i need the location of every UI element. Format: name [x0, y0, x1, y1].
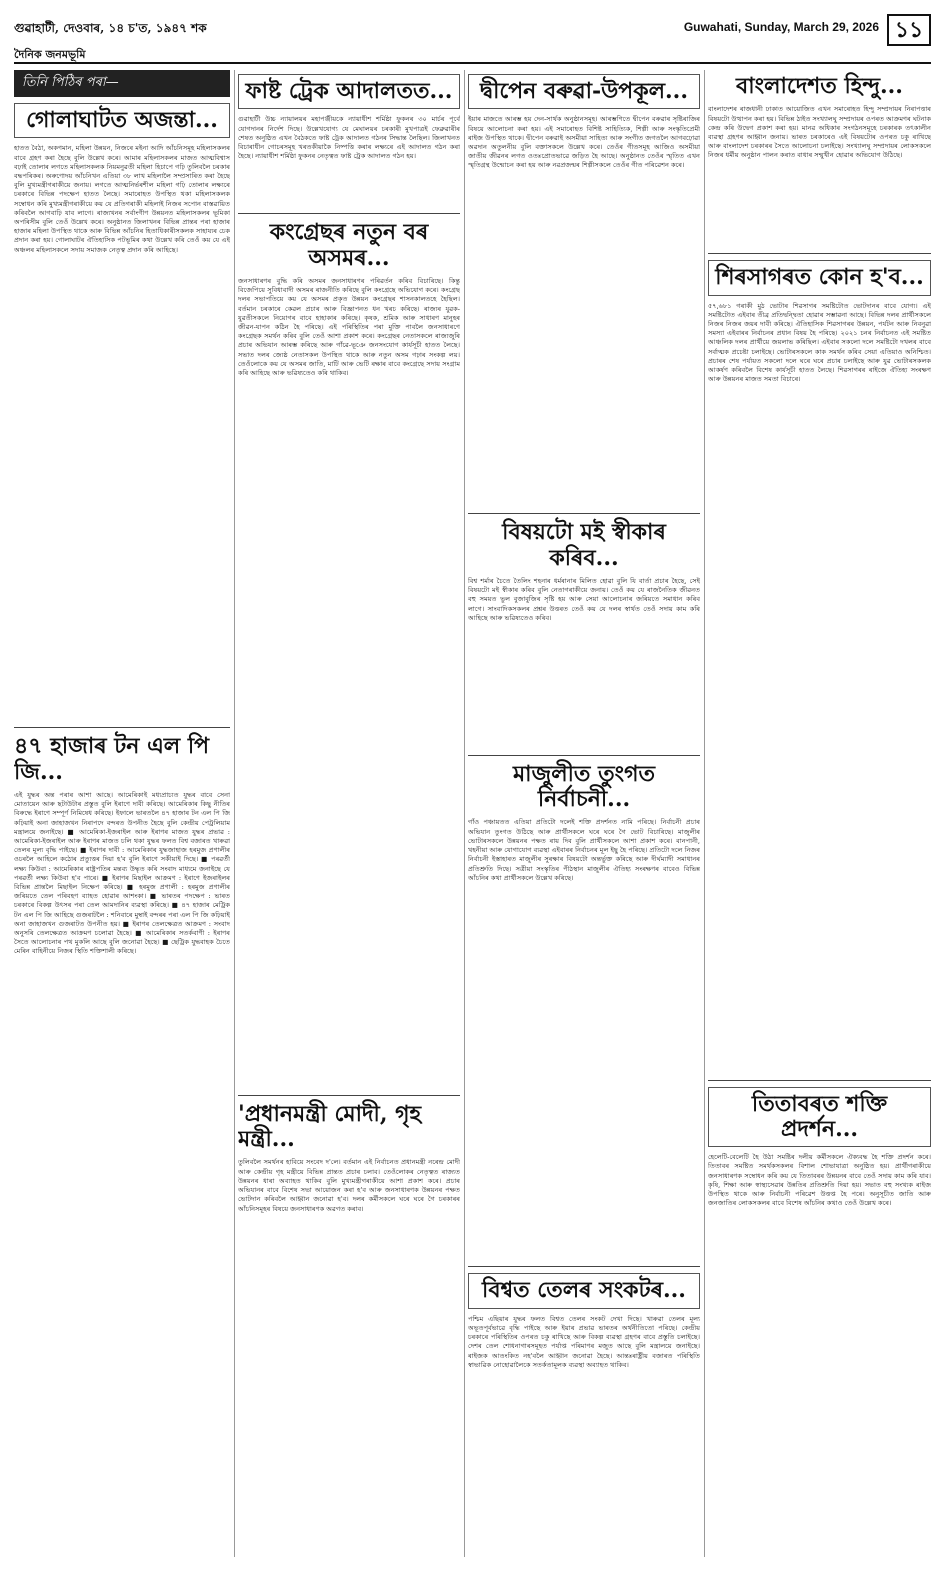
column-3	[468, 70, 700, 1557]
headline: ফাষ্ট ট্ৰেক আদালতত...	[238, 74, 460, 109]
headline: বাংলাদেশত হিন্দু...	[736, 73, 903, 99]
date-local: গুৱাহাটী, দেওবাৰ, ১৪ চ'ত, ১৯৪৭ শক	[14, 21, 207, 35]
article-lpg	[14, 734, 230, 1551]
separator	[238, 213, 460, 214]
article-body: এই যুদ্ধৰ অন্ত পৰাৰ আশা আছে। আমেৰিকাই মধ্যপ্ৰাচ্যত যুদ্ধৰ বাবে সেনা মোতায়েন আৰু ছটাউটাৰ প্ৰস্তুত বুলি ইৰাণে দাবী কৰিছে। আমেৰিকাৰ কিছু নীতিৰ বিৰুদ্ধে ইৰাণে সম্পূৰ্ণ নিমিষেধ কৰিছে। ইফালে ভাৰতলৈ ৪৭ হাজাৰ টন এল পি জি কঢ়িয়াই অনা জাহাজখন নিৰাপদে বন্দৰত উপনীত হৈছে বুলি কেন্দ্ৰীয় পেট্ৰলিয়াম মন্ত্ৰালয়ে জনাইছে। ■ আমেৰিকা-ইজৰাইল আৰু ইৰাণৰ মাজত যুদ্ধৰ প্ৰভাৱ : আমেৰিকা-ইজৰাইল আৰু ইৰাণৰ মাজত চলি থকা যুদ্ধৰ ফলত বিশ্ব বজাৰত খাৰুৱা তেলৰ মূল্য বৃদ্ধি পাইছে। ■ ইৰাণৰ দাবী : আমেৰিকাৰ যুদ্ধজাহাজ হৰমুজ প্ৰণালীৰ ওচৰলৈ আহিলে কঠোৰ প্ৰত্যুত্তৰ দিয়া হ'ব বুলি ইৰাণে সকীয়াই দিছে। ■ পৰৱৰ্তী লক্ষ্য কিউবা : আমেৰিকাৰ ৰাষ্ট্ৰপতিৰ মন্তব্য উদ্ধৃত কৰি সংবাদ মাধ্যমে জনাইছে যে পৰৱৰ্তী লক্ষ্য কিউবা হ'ব পাৰে। ■ ইৰাণৰ মিছাইল আক্ৰমণ : ইৰাণে ইজৰাইলৰ বিভিন্ন প্ৰান্তলৈ মিছাইল নিক্ষেপ কৰিছে। ■ হৰমুজ প্ৰণালী : হৰমুজ প্ৰণালীৰ জৰিয়তে তেল পৰিবহণ ব্যাহত হোৱাৰ আশংকা। ■ ভাৰতৰ পদক্ষেপ : ভাৰত চৰকাৰে বিকল্প উৎসৰ পৰা তেল আমদানিৰ ব্যৱস্থা কৰিছে। ■ ৪৭ হাজাৰ মেট্ৰিক টন এল পি জি আহিছে গুজৰাটলৈ : শনিবাৰে মুম্বাই বন্দৰৰ পৰা এল পি জি কঢ়িয়াই অনা জাহাজখন গুজৰাটত উপনীত হয়। ■ ইৰাণৰ তেলক্ষেত্ৰত আক্ৰমণ : সংবাদ অনুসৰি তেলক্ষেত্ৰত আক্ৰমণ চলোৱা হৈছে। ■ আমেৰিকাৰ সতৰ্কবাণী : ইৰাণৰ সৈতে আলোচনাৰ পথ মুকলি আছে বুলি জনোৱা হৈছে। ■ ছেট্ৰিক যুদ্ধবাহক চৈতে মেৰিন বাহিনীয়ে নিজৰ স্থিতি শক্তিশালী কৰিছে।	[14, 790, 230, 956]
article-oil	[468, 1273, 700, 1544]
date-english: Guwahati, Sunday, March 29, 2026	[683, 20, 879, 34]
column-divider	[464, 70, 465, 1557]
article-body: গুৱাহাটী উচ্চ ন্যায়ালয়ৰ মহাপঞ্জীয়কে ন্যায়াধীশ শৰ্মিষ্ঠা ফুকনৰ ৩০ মাৰ্চৰ পূৰ্বে যোগদানৰ নিৰ্দেশ দিছে। উল্লেখযোগ্য যে মেঘালয়ৰ চৰকাৰী মুখপাত্ৰই ফেব্ৰুৱাৰীৰ শেষত অনুষ্ঠিত এখন বৈঠকতে ফাষ্ট ট্ৰেক আদালত গঠনৰ সিদ্ধান্ত লৈছিল। জিলাখনত বিচাৰাধীন গোচৰসমূহ খৰতকীয়াকৈ নিষ্পত্তি কৰাৰ লক্ষ্যৰে এই আদালত গঠন কৰা হৈছে। ন্যায়াধীশ শৰ্মিষ্ঠা ফুকনৰ নেতৃত্বত ফাষ্ট ট্ৰেক আদালত গঠন হয়।	[238, 115, 460, 161]
column-1	[14, 70, 230, 1557]
article-body: হাতত বৈঠা, অকণমান, মহিলা উন্নয়ন, নিজৰে মইনা আদি আঁচনিসমূহ মহিলাসকলৰ বাবে গ্ৰহণ কৰা হৈছে বুলি উল্লেখ কৰে। আমাৰ মহিলাসকলৰ মাজত আত্মবিশ্বাস বঢ়াই তোলাৰ লগতে মহিলাসকলক নিয়মনুৱতী মহিলা হিচাপে গঢ়ি তুলিবলৈ চৰকাৰ বদ্ধপৰিকৰ। অৰুণোদয় আঁচনিখন এতিয়া ৩৮ লাখ মহিলালৈ সম্প্ৰসাৰিত কৰা হৈছে বুলি মুখ্যমন্ত্ৰীগৰাকীয়ে জনায়। লগতে আত্মনিৰ্ভৰশীল মহিলা গঢ়ি তোলাৰ লক্ষ্যৰে চৰকাৰে বিভিন্ন পদক্ষেপ হাতত লৈছে। সমাৰোহত উপস্থিত থকা মহিলাসকলক সম্বোধন কৰি মুখ্যমন্ত্ৰীগৰাকীয়ে কয় যে প্ৰতিগৰাকী মহিলাই নিজৰ সপোন বাস্তৱায়িত কৰিবলৈ আগবাঢ়ি যাব লাগে। ৰাজ্যখনৰ সৰ্বাংগীণ উন্নয়নত মহিলাসকলৰ ভূমিকা অপৰিসীম বুলি তেওঁ উল্লেখ কৰে। অনুষ্ঠানত জিলাখনৰ বিভিন্ন প্ৰান্তৰ পৰা হাজাৰ হাজাৰ মহিলা উপস্থিত থাকে আৰু বিভিন্ন আঁচনিৰ হিতাধিকাৰীসকলক সাহায্যৰ চেক প্ৰদান কৰা হয়। গোলাঘাটৰ ঐতিহাসিক পটভূমিৰ কথা উল্লেখ কৰি তেওঁ কয় যে এই অঞ্চলৰ মহিলাসকলে সদায় সমাজক নেতৃত্ব প্ৰদান কৰি আহিছে।	[14, 144, 230, 254]
article-congress	[238, 220, 460, 1087]
article-golaghat	[14, 103, 230, 719]
column-4	[708, 70, 931, 1557]
separator	[14, 727, 230, 728]
headline: তিতাবৰত শক্তি প্ৰদৰ্শন...	[708, 1087, 931, 1148]
article-body: জনসাধাৰণৰ বুদ্ধি কৰি অসমৰ জনসাধাৰণৰ পৰিৱৰ্তন কৰিব বিচাৰিছে। কিন্তু বিজেপিয়ে সুবিধাবাদী অসমৰ ৰাজনীতি কৰিছে বুলি কংগ্ৰেছে অভিযোগ কৰে। কংগ্ৰেছ দলৰ সভাপতিয়ে কয় যে অসমৰ প্ৰকৃত উন্নয়ন কংগ্ৰেছৰ শাসনকালতহে হৈছিল। বৰ্তমান চৰকাৰে কেৱল প্ৰচাৰ আৰু বিজ্ঞাপনত ধন খৰচ কৰিছে। ৰাজ্যৰ যুৱক-যুৱতীসকলে নিয়োগৰ বাবে হাহাকাৰ কৰিছে। কৃষক, শ্ৰমিক আৰু সাধাৰণ মানুহৰ জীৱন-যাপন কঠিন হৈ পৰিছে। এই পৰিস্থিতিৰ পৰা মুক্তি পাবলৈ জনসাধাৰণে কংগ্ৰেছক সমৰ্থন কৰিব বুলি তেওঁ আশা প্ৰকাশ কৰে। কংগ্ৰেছৰ নেতাসকলে ৰাজ্যজুৰি প্ৰচাৰ অভিযান আৰম্ভ কৰিছে আৰু গাঁৱে-ভূঞে জনসংযোগ কাৰ্যসূচী হাতত লৈছে। সভাত দলৰ জ্যেষ্ঠ নেতাসকল উপস্থিত থাকে আৰু নতুন অসম গঢ়াৰ সংকল্প লয়। তেওঁলোকে কয় যে অসমৰ জাতি, মাটি আৰু ভেটি ৰক্ষাৰ বাবে কংগ্ৰেছে সদায় সংগ্ৰাম কৰি আহিছে আৰু ভৱিষ্যতেও কৰি থাকিব।	[238, 276, 460, 377]
article-fast-track	[238, 74, 460, 205]
article-body: গাঁও পঞ্চায়তত এতিয়া প্ৰতিটো দলেই শক্তি প্ৰদৰ্শনত নামি পৰিছে। নিৰ্বাচনী প্ৰচাৰ অভিযান তুংগত উঠিছে আৰু প্ৰাৰ্থীসকলে ঘৰে ঘৰে গৈ ভোট বিচাৰিছে। মাজুলীৰ ভোটাৰসকলে উন্নয়নৰ পক্ষত ৰায় দিব বুলি প্ৰাৰ্থীসকলে আশা প্ৰকাশ কৰে। বানপানী, খহনীয়া আৰু যোগাযোগ ব্যৱস্থা এইবাৰৰ নিৰ্বাচনৰ মূল ইছু হৈ পৰিছে। প্ৰতিটো দলে নিজৰ নিৰ্বাচনী ইস্তাহাৰত মাজুলীৰ সুৰক্ষাৰ বিষয়টো অন্তৰ্ভুক্ত কৰিছে আৰু দীৰ্ঘম্যাদী সমাধানৰ প্ৰতিশ্ৰুতি দিছে। সত্ৰীয়া সংস্কৃতিৰ পীঠস্থান মাজুলীৰ ঐতিহ্য সংৰক্ষণৰ বাবেও বিভিন্ন আঁচনিৰ কথা প্ৰাৰ্থীসকলে উল্লেখ কৰিছে।	[468, 818, 700, 882]
section-label: তিনি পিঠিৰ পৰা—	[14, 70, 230, 97]
headline: কংগ্ৰেছৰ নতুন বৰ অসমৰ...	[269, 219, 429, 271]
article-body: বাংলাদেশৰ ৰাজধানী ঢাকাত আয়োজিত এখন সমাৰোহত হিন্দু সম্প্ৰদায়ৰ নিৰাপত্তাৰ বিষয়টো উত্থাপন কৰা হয়। বিভিন্ন ঠাইত সংখ্যালঘু সম্প্ৰদায়ৰ ওপৰত আক্ৰমণৰ ঘটনাক কেন্দ্ৰ কৰি উদ্বেগ প্ৰকাশ কৰা হয়। মানৱ অধিকাৰ সংগঠনসমূহে চৰকাৰক তৎকালীন ব্যৱস্থা গ্ৰহণৰ আহ্বান জনায়। ভাৰত চৰকাৰেও এই বিষয়টোৰ ওপৰত চকু ৰাখিছে আৰু বাংলাদেশ চৰকাৰৰ সৈতে আলোচনা চলাইছে। সংখ্যালঘু সম্প্ৰদায়ৰ লোকসকলে নিজৰ ধৰ্মীয় অনুষ্ঠান পালন কৰাত বাধাৰ সন্মুখীন হোৱাৰ অভিযোগ উঠিছে।	[708, 105, 931, 160]
column-divider	[234, 70, 235, 1557]
separator	[708, 1080, 931, 1081]
separator	[708, 253, 931, 254]
article-sivasagar	[708, 260, 931, 1071]
article-body: ৫৭,৬৮১ গৰাকী মুঠ ভোটাৰ শিৱসাগৰ সমষ্টিটোত ভোটদানৰ বাবে যোগ্য। এই সমষ্টিটোত এইবাৰ তীব্ৰ প্ৰতিদ্বন্দ্বিতা হোৱাৰ সম্ভাৱনা আছে। বিভিন্ন দলৰ প্ৰাৰ্থীসকলে নিজৰ নিজৰ জয়ৰ দাবী কৰিছে। ঐতিহাসিক শিৱসাগৰৰ উন্নয়ন, পৰ্যটন আৰু নিবনুৱা সমস্যা এইবাৰৰ নিৰ্বাচনৰ প্ৰধান বিষয় হৈ পৰিছে। ২০২১ চনৰ নিৰ্বাচনত এই সমষ্টিত আঞ্চলিক দলৰ প্ৰাৰ্থীয়ে জয়লাভ কৰিছিল। এইবাৰ সকলো দলে সমষ্টিটো দখলৰ বাবে সৰ্বাত্মক প্ৰচেষ্টা চলাইছে। ভোটাৰসকলে কাক সমৰ্থন কৰিব সেয়া এতিয়াও অনিশ্চিত। প্ৰচাৰৰ শেষ পৰ্যায়ত সকলো দলে ঘৰে ঘৰে প্ৰচাৰ চলাইছে আৰু যুৱ ভোটাৰসকলক আকৰ্ষণ কৰিবলৈ বিশেষ কাৰ্যসূচী হাতত লৈছে। শিৱসাগৰৰ ৰাইজে ঐতিহ্য সংৰক্ষণ আৰু উন্নয়নৰ মাজত সমতা বিচাৰে।	[708, 301, 931, 384]
article-admit	[468, 520, 700, 747]
article-majuli	[468, 762, 700, 1259]
page-number: ১১	[887, 14, 931, 46]
headline: বিশ্বত তেলৰ সংকটৰ...	[468, 1273, 700, 1308]
article-dwipen	[468, 74, 700, 505]
separator	[468, 1266, 700, 1267]
article-body: বিশ্ব শৰ্মাৰ চৈতে তৈলিং শহনাৰ ধৰ্মৰানাৰ মিলিত হোৱা বুলি যি বাৰ্তা প্ৰচাৰ হৈছে, সেই বিষয়টো মই স্বীকাৰ কৰিব বুলি নেতাগৰাকীয়ে জনায়। তেওঁ কয় যে ৰাজনৈতিক জীৱনত বহু সময়ত ভুল বুজাবুজিৰ সৃষ্টি হয় আৰু সেয়া আলোচনাৰ জৰিয়তে সমাধান কৰিব লাগে। সাংবাদিকসকলৰ প্ৰশ্নৰ উত্তৰত তেওঁ কয় যে দলৰ স্বাৰ্থত তেওঁ সদায় কাম কৰি আহিছে আৰু ভৱিষ্যতেও কৰিব।	[468, 576, 700, 622]
separator	[468, 513, 700, 514]
headline: ৪৭ হাজাৰ টন এল পি জি...	[14, 733, 210, 785]
headline: দ্বীপেন বৰুৱা-উপকূল...	[468, 74, 700, 109]
headline: গোলাঘাটত অজন্তা...	[14, 103, 230, 138]
headline: মাজুলীত তুংগত নিৰ্বাচনী...	[512, 760, 656, 813]
paper-name: দৈনিক জনমভূমি	[14, 48, 86, 61]
article-titabor	[708, 1087, 931, 1494]
column-2	[238, 70, 460, 1557]
headline: বিষয়টো মই স্বীকাৰ কৰিব...	[502, 519, 666, 571]
article-body: তুলিবলৈ সমৰ্থনৰ হাবিয়ে সংবেদ দ'লে। বৰ্তমান এই নিৰ্বাচনত প্ৰধানমন্ত্ৰী নৰেন্দ্ৰ মোদী আৰু কেন্দ্ৰীয় গৃহ মন্ত্ৰীয়ে বিভিন্ন প্ৰান্তত প্ৰচাৰ চলাব। তেওঁলোকৰ নেতৃত্বত ৰাজ্যত উন্নয়নৰ ধাৰা অব্যাহত থাকিব বুলি মুখ্যমন্ত্ৰীগৰাকীয়ে আশা প্ৰকাশ কৰে। প্ৰচাৰ অভিযানৰ বাবে বিশেষ সভা আয়োজন কৰা হ'ব আৰু জনসাধাৰণক উন্নয়নৰ পক্ষত ভোটদান কৰিবলৈ আহ্বান জনোৱা হ'ব। দলৰ কৰ্মীসকলে ঘৰে ঘৰে গৈ চৰকাৰৰ আঁচনিসমূহৰ বিষয়ে জনসাধাৰণক অৱগত কৰাব।	[238, 1158, 460, 1213]
article-body: পশ্চিম এছিয়াৰ যুদ্ধৰ ফলত বিশ্বত তেলৰ সংকট দেখা দিছে। খাৰুৱা তেলৰ মূল্য অভূতপূৰ্বভাৱে বৃদ্ধি পাইছে আৰু ইয়াৰ প্ৰভাৱ ভাৰতৰ অৰ্থনীতিতো পৰিছে। কেন্দ্ৰীয় চৰকাৰে পৰিস্থিতিৰ ওপৰত চকু ৰাখিছে আৰু বিকল্প ব্যৱস্থা গ্ৰহণৰ বাবে প্ৰস্তুতি চলাইছে। দেশৰ তেল শোধনাগাৰসমূহত পৰ্যাপ্ত পৰিমাণৰ মজুত আছে বুলি মন্ত্ৰালয়ে জনাইছে। ৰাইজক আতংকিত নহ'বলৈ আহ্বান জনোৱা হৈছে। আন্তঃৰাষ্ট্ৰীয় বজাৰত পৰিস্থিতি স্বাভাৱিক নোহোৱালৈকে সতৰ্কতামূলক ব্যৱস্থা অব্যাহত থাকিব।	[468, 1314, 700, 1369]
separator	[238, 1095, 460, 1096]
article-modi	[238, 1102, 460, 1539]
article-bangladesh	[708, 74, 931, 245]
headline: শিৰসাগৰত কোন হ'ব...	[708, 260, 931, 295]
article-body: ইয়াৰ মাজতে আৰম্ভ হয় দেন-সাৰ্থক অনুষ্ঠানসমূহ। আৰম্ভণিতে দ্বীপেন বৰুৱাৰ সৃষ্টিৰাজিৰ বিষয়ে আলোচনা কৰা হয়। এই সমাৰোহত বিশিষ্ট সাহিত্যিক, শিল্পী আৰু সংস্কৃতিপ্ৰেমী ৰাইজ উপস্থিত থাকে। দ্বীপেন বৰুৱাই অসমীয়া সাহিত্য আৰু সংগীত জগতলৈ আগবঢ়োৱা অৱদান অতুলনীয় বুলি বক্তাসকলে উল্লেখ কৰে। তেওঁৰ গীতসমূহ আজিও অসমীয়া জাতীয় জীৱনৰ লগত ওতঃপ্ৰোতভাৱে জড়িত হৈ আছে। অনুষ্ঠানত তেওঁৰ স্মৃতিত এখন স্মৃতিগ্ৰন্থ উন্মোচন কৰা হয় আৰু নৱপ্ৰজন্মৰ শিল্পীসকলে তেওঁৰ গীত পৰিৱেশন কৰে।	[468, 115, 700, 170]
separator	[468, 755, 700, 756]
column-divider	[704, 70, 705, 1557]
headline: 'প্ৰধানমন্ত্ৰী মোদী, গৃহ মন্ত্ৰী...	[238, 1100, 422, 1153]
header-rule	[14, 62, 931, 64]
masthead	[14, 14, 931, 44]
article-body: হেলেটি-বেলেটি হৈ উঠা সমষ্টিৰ দলীয় কৰ্মীসকলে ঐক্যবদ্ধ হৈ শক্তি প্ৰদৰ্শন কৰে। তিতাবৰ সমষ্টিত সমৰ্থকসকলৰ বিশাল শোভাযাত্ৰা অনুষ্ঠিত হয়। প্ৰাৰ্থীগৰাকীয়ে জনসাধাৰণক সম্বোধন কৰি কয় যে তিতাবৰৰ উন্নয়নৰ বাবে তেওঁ সদায় কাম কৰি যাব। কৃষি, শিক্ষা আৰু স্বাস্থ্যসেৱাৰ উন্নতিৰ প্ৰতিশ্ৰুতি দিয়া হয়। সভাত বহু সংখ্যক ৰাইজ উপস্থিত থাকে আৰু নিৰ্বাচনী পৰিৱেশ উত্তপ্ত হৈ পৰে। অনুসূচীত জাতি আৰু জনজাতিৰ লোকসকলৰ বাবে বিশেষ আঁচনিৰ কথাও তেওঁ উল্লেখ কৰে।	[708, 1153, 931, 1208]
